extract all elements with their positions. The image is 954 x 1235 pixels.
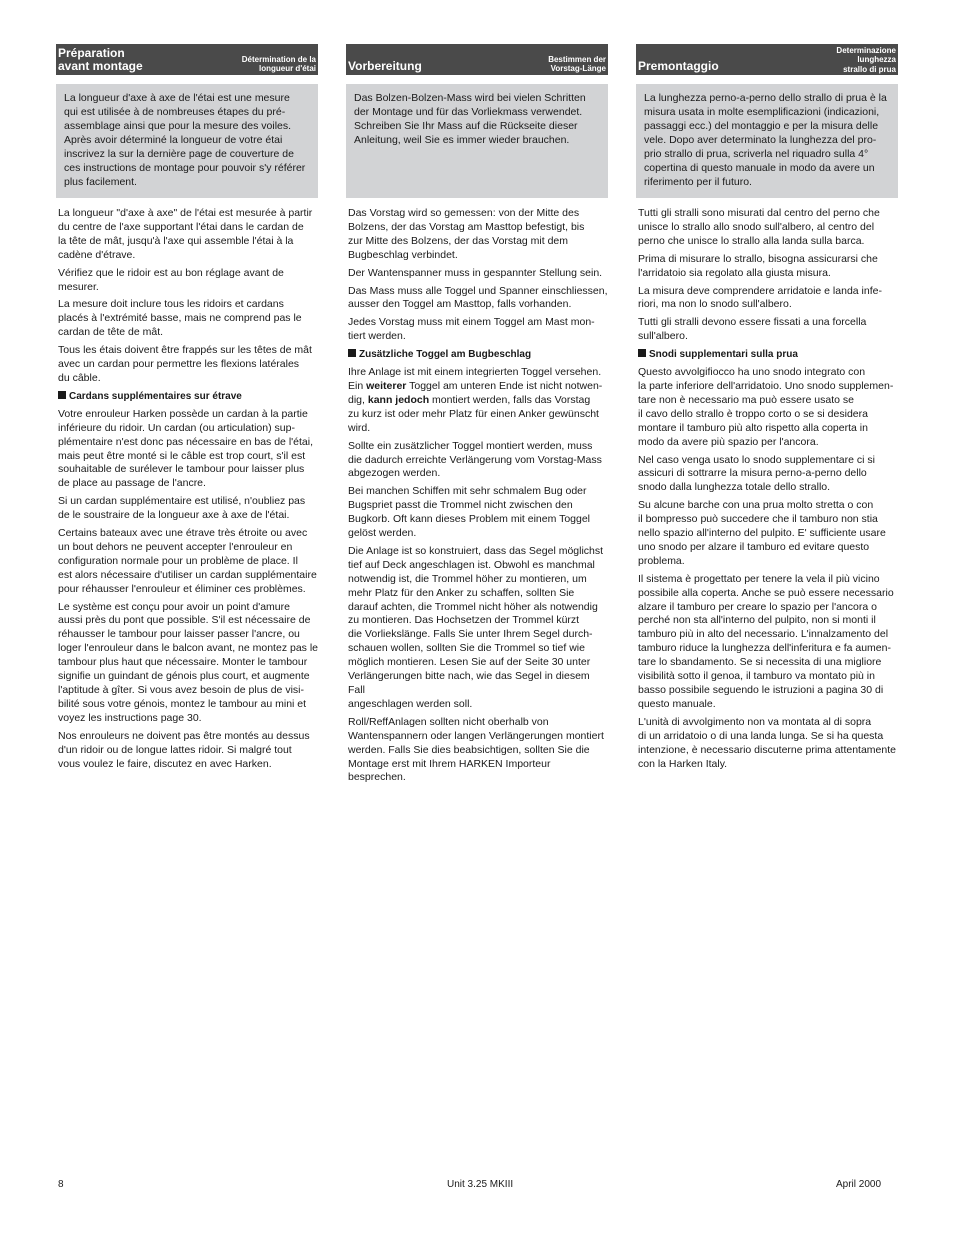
paragraph: Tutti gli stralli sono misurati dal centro del perno che unisce lo strallo allo snodo sull'albero, al centro del perno che unisce lo strallo alla landa sulla barca. [638,207,880,247]
paragraph: Jedes Vorstag muss mit einem Toggel am Mast mon- tiert werden. [348,316,595,343]
section-title: Préparation avant montage [58,46,143,73]
paragraph: La misura deve comprendere arridatoie e landa infe- riori, ma non lo snodo sull'albero. [638,284,882,311]
section-subtitle: Determinazione lunghezza strallo di prua [836,45,896,74]
text-run: montiert werden, falls das Vorstag zu kurz ist oder mehr Platz für einen Anker gewünscht wird. [348,393,599,434]
paragraph: Das Mass muss alle Toggel und Spanner einschliessen, ausser den Toggel am Masttop, falls vorhanden. [348,284,608,311]
highlight-box: Das Bolzen-Bolzen-Mass wird bei vielen Schritten der Montage und für das Vorliekmass verwendet. Schreiben Sie Ihr Mass auf die Rückseite dieser Anleitung, weil Sie es immer wieder brauchen. [346,84,608,198]
paragraph: Il sistema è progettato per tenere la vela il più vicino possibile alla coperta. Anche se può essere necessario alzare il tamburo per creare lo spazio per l'ancora o perché non sta all'interno del pulpito, non si monti il tamburo più in alto del necessario. L'innalzamento del tamburo riduce la lunghezza dell'inferitura e fa aumen- tare lo sbandamento. Se si necessita di una migliore visibilità sotto il genoa, il tamburo va montato più in basso possibile seguendo le istruzioni a pagina 30 di questo manuale. [638,572,894,710]
paragraph: Roll/ReffAnlagen sollten nicht oberhalb von Wantenspannern oder langen Verlängerungen montiert werden. Falls Sie dies beabsichtigen, sollten Sie die Montage erst mit Ihrem HARKEN Importeur besprechen. [348,715,604,784]
paragraph: Tutti gli stralli devono essere fissati a una forcella sull'albero. [638,316,867,343]
paragraph: Das Vorstag wird so gemessen: von der Mitte des Bolzens, der das Vorstag am Masttop befestigt, bis zur Mitte des Bolzens, der das Vorstag mit dem Bugbeschlag verbindet. [348,207,585,261]
paragraph: La longueur "d'axe à axe" de l'étai est mesurée à partir du centre de l'axe supportant l'étai dans le cardan de la tête de mât, jusqu'à l'axe qui assemble l'étai à la cadène d'étrave. [58,207,313,261]
subheading-text: Zusätzliche Toggel am Bugbeschlag [359,349,532,361]
section-header [346,44,608,75]
paragraph: Bei manchen Schiffen mit sehr schmalem Bug oder Bugspriet passt die Trommel nicht zwischen den Bugkorb. Oft kann dieses Problem mit einem Toggel gelöst werden. [348,485,591,540]
text-run: Toggel am unteren Ende ist nicht notwen- dig, [348,379,603,406]
section-subtitle: Bestimmen der Vorstag-Länge [548,55,606,73]
paragraph: Nel caso venga usato lo snodo supplementare ci si assicuri di sottrarre la misura perno-a-perno dello snodo dalla lunghezza totale dello strallo. [638,453,875,494]
paragraph: La mesure doit inclure tous les ridoirs et cardans placés à l'extrémité basse, mais ne comprend pas le cardan de tête de mât. [58,298,302,339]
subheading-text: Cardans supplémentaires sur étrave [69,390,242,402]
bullet-square-icon [348,349,356,357]
paragraph: Sollte ein zusätzlicher Toggel montiert werden, muss die dadurch erreichte Verlängerung vom Vorstag-Mass abgezogen werden. [348,439,602,480]
body-text [346,207,608,785]
paragraph: Le système est conçu pour avoir un point d'amure aussi près du pont que possible. S'il est nécessaire de réhausser le tambour pour laisser passer l'ancre, ou loger l'enrouleur dans le balcon avant, ne montez pas le tambour plus haut que nécessaire. Monter le tambour signifie un guindant de génois plus court, et augmente l'aptitude à gîter. Si vous avez besoin de plus de visi- bilité sous votre génois, montez le tambour au mini et voyez les instructions page 30. [58,600,319,724]
section-header [636,44,898,75]
bold-text: kann jedoch [367,393,430,406]
paragraph: Certains bateaux avec une étrave très étroite ou avec un bout dehors ne peuvent accepter l'enrouleur en configuration normale pour un problème de place. Il est alors nécessaire d'utiliser un cardan supplémentaire pour réhausser l'enrouleur et éliminer ces problèmes. [58,527,317,595]
text-run: Ihre Anlage ist mit einem integrierten Toggel versehen. Ein [348,366,602,392]
paragraph: Der Wantenspanner muss in gespannter Stellung sein. [348,266,603,279]
section-subtitle: Détermination de la longueur d'étai [241,55,316,73]
column-italian [636,44,898,775]
body-text [56,207,318,771]
paragraph: Tous les étais doivent être frappés sur les têtes de mât avec un cardan pour permettre les flexions latérales du câble. [58,344,312,384]
paragraph: Nos enrouleurs ne doivent pas être montés au dessus d'un ridoir ou de longue lattes ridoir. Si malgré tout vous voulez le faire, discutez en avec Harken. [58,729,310,770]
paragraph: Si un cardan supplémentaire est utilisé, n'oubliez pas de le soustraire de la longueur axe à axe de l'étai. [58,495,306,522]
column-french [56,44,318,775]
section-header [56,44,318,75]
paragraph: L'unità di avvolgimento non va montata al di sopra di un arridatoio o di una landa lunga. Se si ha questa intenzione, è necessario discuterne prima attentamente con la Harken Italy. [638,715,896,770]
bullet-square-icon [638,349,646,357]
subheading [638,348,898,362]
paragraph: Questo avvolgifiocco ha uno snodo integrato con la parte inferiore dell'arridatoio. Uno snodo supplemen- tare non è necessario ma può essere usato se il cavo dello strallo è troppo corto o se si desidera montare il tamburo più alto rispetto alla coperta in modo da avere più spazio per l'ancora. [638,366,894,448]
highlight-box: La lunghezza perno-a-perno dello strallo di prua è la misura usata in molte esemplificazioni (indicazioni, passaggi ecc.) del montaggio e per la misura delle vele. Dopo aver determinato la lunghezza del pro- prio strallo di prua, scriverla nel riquadro sulla 4° copertina di questo manuale in modo da avere un riferimento per il futuro. [636,84,898,198]
unit-label: Unit 3.25 MKIII [447,1179,514,1190]
section-title: Premontaggio [638,59,719,73]
paragraph: Vérifiez que le ridoir est au bon réglage avant de mesurer. [58,266,284,293]
paragraph: Prima di misurare lo strallo, bisogna assicurarsi che l'arridatoio sia regolato alla giusta misura. [638,252,878,279]
page-number: 8 [58,1179,64,1190]
subheading-text: Snodi supplementari sulla prua [649,349,798,361]
paragraph: Die Anlage ist so konstruiert, dass das Segel möglichst tief auf Deck angeschlagen ist. Obwohl es manchmal notwendig ist, die Trommel höher zu montieren, um mehr Platz für den Anker zu schaffen, sollten Sie darauf achten, die Trommel nicht höher als notwendig zu montieren. Das Hochsetzen der Trommel kürzt die Vorliekslänge. Falls Sie unter Ihrem Segel durch- schauen wollen, sollten Sie die Trommel so tief wie möglich montieren. Lesen Sie auf der Seite 30 unter Verlängerungen bitte nach, wie das Segel in diesem Fall angeschlagen werden soll. [348,544,604,710]
paragraph [348,366,608,436]
highlight-box: La longueur d'axe à axe de l'étai est une mesure qui est utilisée à de nombreuses étapes du pré- assemblage ainsi que pour la mesure des voiles. Après avoir déterminé la longueur de votre étai inscrivez la sur la dernière page de couverture de ces instructions de montage pour pouvoir s'y référer plus facilement. [56,84,318,198]
bold-text: weiterer [366,379,407,392]
column-german [346,44,608,789]
paragraph: Votre enrouleur Harken possède un cardan à la partie inférieure du ridoir. Un cardan (ou articulation) sup- plémentaire n'est donc pas nécessaire en bas de l'étai, mais peut être monté si le câble est trop court, s'il est souhaitable de surélever le tambour pour laisser plus de place au passage de l'ancre. [58,407,313,490]
section-title: Vorbereitung [348,59,422,73]
paragraph: Su alcune barche con una prua molto stretta o con il bompresso può succedere che il tamburo non stia nello spazio all'interno del pulpito. E' sufficiente usare uno snodo per alzare il tamburo ed evitare questo problema. [638,499,886,567]
bullet-square-icon [58,391,66,399]
date-label: April 2000 [836,1179,882,1190]
subheading [58,390,318,404]
subheading [348,348,608,362]
body-text [636,207,898,771]
